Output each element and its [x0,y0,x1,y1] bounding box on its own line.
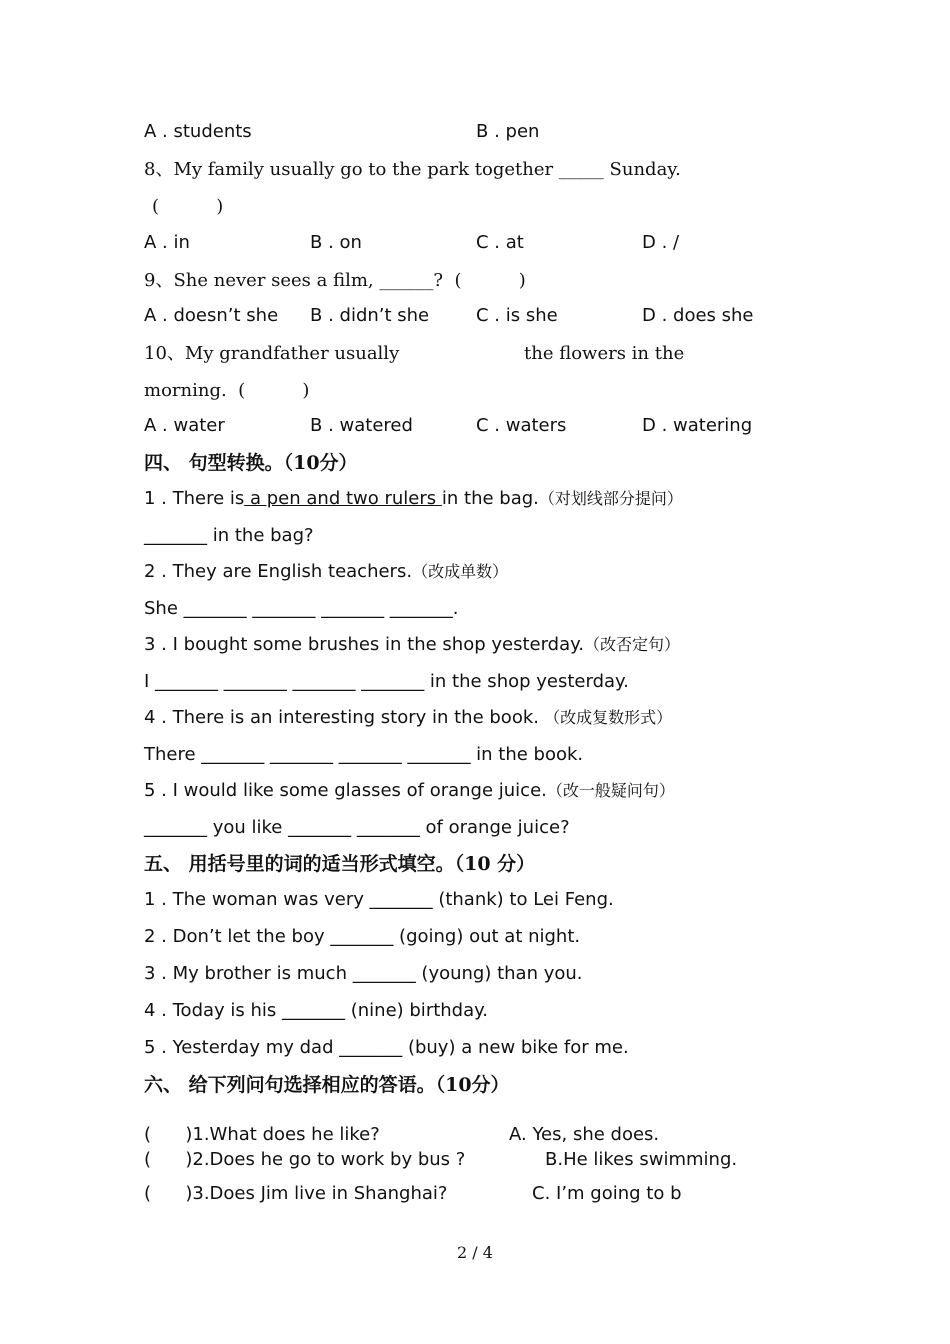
q8-option-d: D . / [642,232,680,253]
s6-question-3: ( )3.Does Jim live in Shanghai? [144,1183,448,1204]
s4-item-4-answer: There _______ _______ _______ _______ in the book. [144,744,584,765]
s6-answer-a: A. Yes, she does. [509,1124,660,1145]
s4-item-1 [144,488,683,510]
q10-stem-start: 10、My grandfather usually [144,343,400,364]
q7-option-b: B . pen [476,121,540,142]
s4-item-1-underlined: a pen and two rulers [244,488,442,509]
s4-item-5 [144,780,675,802]
q9-option-a: A . doesn’t she [144,305,279,326]
s4-item-1-pre: 1 . There is [144,488,245,509]
s4-item-3 [144,634,680,656]
q9-stem: 9、She never sees a film, ______? ( ) [144,270,526,291]
q10-option-d: D . watering [642,415,753,436]
s4-item-5-note: （改一般疑问句） [546,781,675,800]
q7-option-a: A . students [144,121,252,142]
s4-item-3-answer: I _______ _______ _______ _______ in the shop yesterday. [144,671,629,692]
q10-stem-end: the flowers in the [524,343,685,364]
q8-option-b: B . on [310,232,362,253]
s4-item-2-note: （改成单数） [412,562,509,581]
s6-answer-c: C. I’m going to b [532,1183,682,1204]
s4-item-2 [144,561,508,583]
s4-item-5-text: 5 . I would like some glasses of orange juice. [144,780,547,801]
s4-item-3-note: （改否定句） [583,635,680,654]
s5-item-1: 1 . The woman was very _______ (thank) to Lei Feng. [144,889,614,910]
s6-question-1: ( )1.What does he like? [144,1124,380,1145]
s4-item-1-answer: _______ in the bag? [144,525,314,546]
q10-option-c: C . waters [476,415,567,436]
section5-heading: 五、 用括号里的词的适当形式填空。（10 分） [144,853,536,875]
s6-answer-b: B.He likes swimming. [545,1149,738,1170]
s5-item-2: 2 . Don’t let the boy _______ (going) out at night. [144,926,581,947]
q10-stem-continued: morning. ( ) [144,380,310,401]
section4-heading: 四、 句型转换。（10分） [144,452,358,474]
s4-item-3-text: 3 . I bought some brushes in the shop yesterday. [144,634,584,655]
s6-question-2: ( )2.Does he go to work by bus ? [144,1149,466,1170]
q8-stem: 8、My family usually go to the park together _____ Sunday. [144,159,681,180]
q8-option-c: C . at [476,232,524,253]
q10-option-a: A . water [144,415,225,436]
s4-item-4-note: （改成复数形式） [538,708,673,727]
s4-item-2-text: 2 . They are English teachers. [144,561,413,582]
q9-option-b: B . didn’t she [310,305,430,326]
q8-option-a: A . in [144,232,190,253]
q9-option-d: D . does she [642,305,754,326]
q8-answer-paren: ( ) [152,196,224,217]
s5-item-5: 5 . Yesterday my dad _______ (buy) a new bike for me. [144,1037,629,1058]
s4-item-1-post: in the bag. [441,488,539,509]
s4-item-4-text: 4 . There is an interesting story in the book. [144,707,539,728]
s4-item-5-answer: _______ you like _______ _______ of orange juice? [144,817,570,838]
s4-item-4 [144,707,672,729]
s4-item-2-answer: She _______ _______ _______ _______. [144,598,459,619]
q9-option-c: C . is she [476,305,558,326]
page-number: 2 / 4 [457,1243,493,1262]
s4-item-1-note: （对划线部分提问） [538,489,683,508]
s5-item-3: 3 . My brother is much _______ (young) than you. [144,963,583,984]
section6-heading: 六、 给下列问句选择相应的答语。（10分） [144,1074,510,1096]
q10-option-b: B . watered [310,415,413,436]
s5-item-4: 4 . Today is his _______ (nine) birthday. [144,1000,488,1021]
